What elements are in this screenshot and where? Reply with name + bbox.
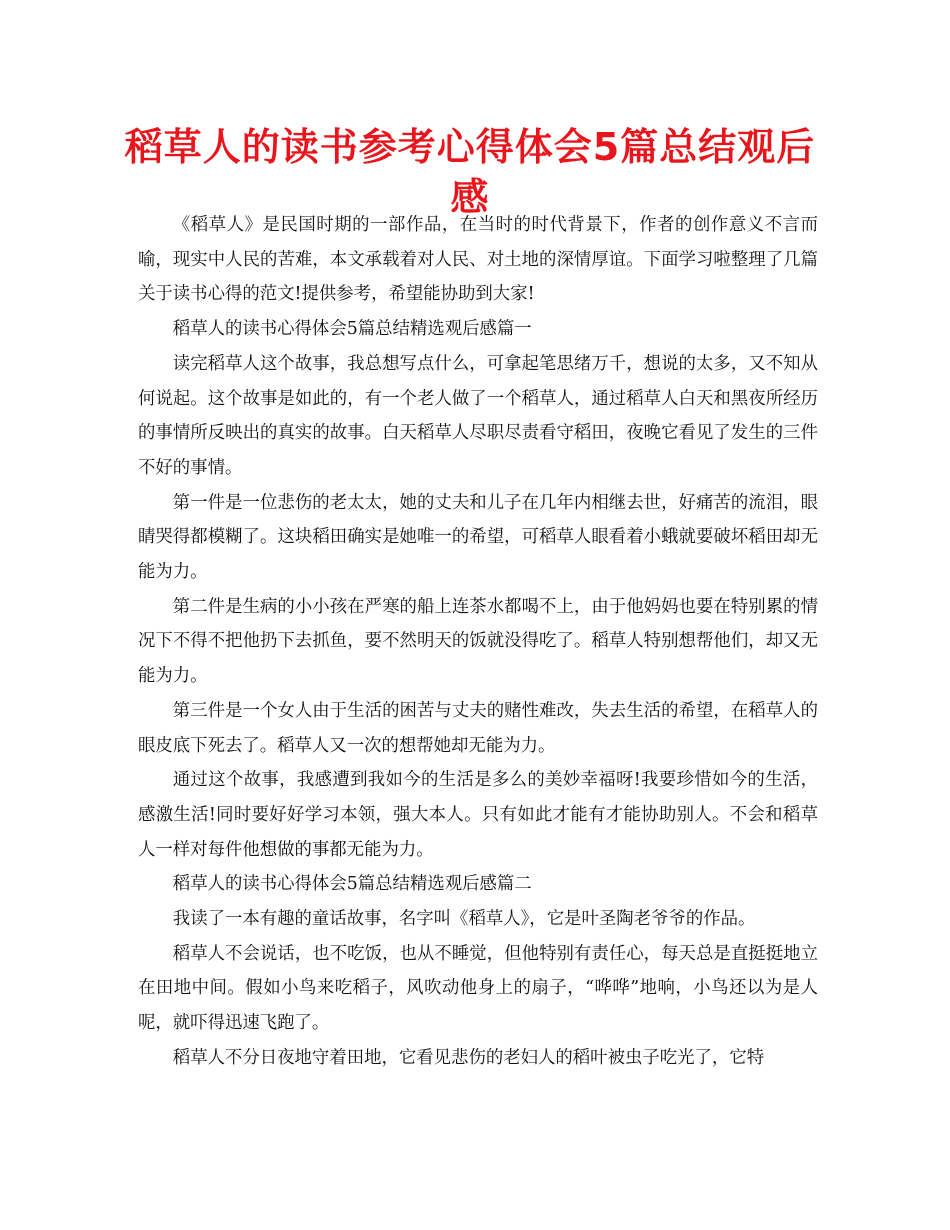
paragraph: 稻草人不分日夜地守着田地，它看见悲伤的老妇人的稻叶被虫子吃光了，它特 [172,1047,765,1068]
paragraph-intro: 《稻草人》是民国时期的一部作品，在当时的时代背景下，作者的创作意义不言而喻，现实中人民的苦难，本文承载着对人民、对土地的深情厚谊。下面学习啦整理了几篇关于读书心得的范文!提供参考，希望能协助到大家! [138,215,818,305]
paragraph: 稻草人不会说话，也不吃饭，也从不睡觉，但他特别有责任心，每天总是直挺挺地立在田地中间。假如小鸟来吃稻子，风吹动他身上的扇子，“哗哗”地响，小鸟还以为是人呢，就吓得迅速飞跑了。 [138,943,818,1034]
paragraph: 第一件是一位悲伤的老太太，她的丈夫和儿子在几年内相继去世，好痛苦的流泪，眼睛哭得都模糊了。这块稻田确实是她唯一的希望，可稻草人眼看着小蛾就要破坏稻田却无能为力。 [138,492,818,583]
paragraph: 第三件是一个女人由于生活的困苦与丈夫的赌性难改，失去生活的希望，在稻草人的眼皮底下死去了。稻草人又一次的想帮她却无能为力。 [138,700,818,756]
section-heading-2: 稻草人的读书心得体会5篇总结精选观后感篇二 [172,874,532,895]
document-body [138,208,818,1076]
document-title: 稻草人的读书参考心得体会5篇总结观后感 [124,125,816,219]
paragraph: 通过这个故事，我感遭到我如今的生活是多么的美妙幸福呀!我要珍惜如今的生活，感激生活!同时要好好学习本领，强大本人。只有如此才能有才能协助别人。不会和稻草人一样对每件他想做的事都无能为力。 [138,770,818,860]
section-heading-1: 稻草人的读书心得体会5篇总结精选观后感篇一 [172,319,532,340]
paragraph: 读完稻草人这个故事，我总想写点什么，可拿起笔思绪万千，想说的太多，又不知从何说起。这个故事是如此的，有一个老人做了一个稻草人，通过稻草人白天和黑夜所经历的事情所反映出的真实的故事。白天稻草人尽职尽责看守稻田，夜晚它看见了发生的三件不好的事情。 [138,353,818,478]
paragraph: 我读了一本有趣的童话故事，名字叫《稻草人》，它是叶圣陶老爷爷的作品。 [172,909,756,930]
paragraph: 第二件是生病的小小孩在严寒的船上连茶水都喝不上，由于他妈妈也要在特别累的情况下不得不把他扔下去抓鱼，要不然明天的饭就没得吃了。稻草人特别想帮他们，却又无能为力。 [138,596,818,687]
